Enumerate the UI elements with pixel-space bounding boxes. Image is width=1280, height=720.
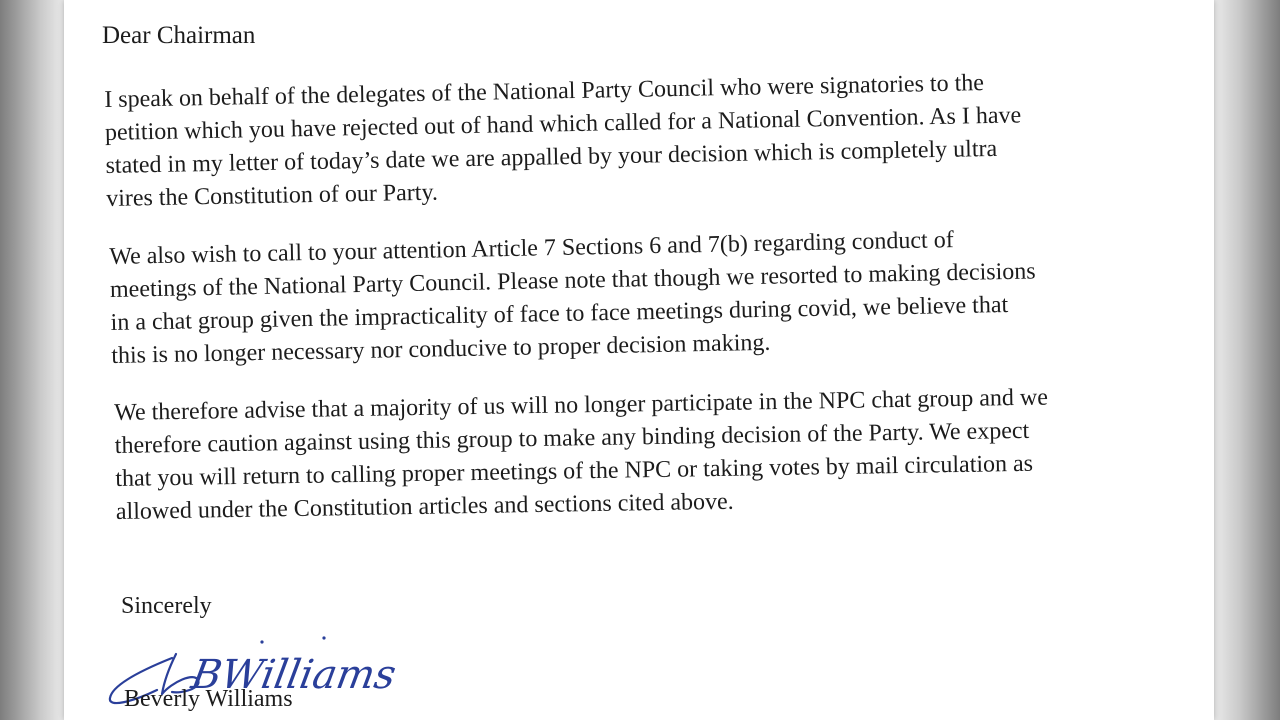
text-line: in a chat group given the impracticality of face to face meetings during covid, we believe that — [110, 291, 1009, 336]
signatory-name: Beverly Williams — [124, 686, 293, 712]
letter-page — [64, 0, 1214, 720]
text-line: petition which you have rejected out of hand which called for a National Convention. As I have — [104, 102, 1022, 146]
text-line: allowed under the Constitution articles and sections cited above. — [115, 488, 734, 525]
signature-scrawl: BWilliams — [188, 651, 400, 698]
text-line: that you will return to calling proper meetings of the NPC or taking votes by mail circulation as — [115, 450, 1034, 492]
text-line: We also wish to call to your attention Article 7 Sections 6 and 7(b) regarding conduct of — [109, 227, 954, 270]
text-line: this is no longer necessary nor conducive to proper decision making. — [111, 329, 771, 369]
text-line: therefore caution against using this group to make any binding decision of the Party. We expect — [114, 417, 1030, 459]
closing: Sincerely — [121, 593, 212, 619]
salutation: Dear Chairman — [102, 22, 256, 49]
text-line: I speak on behalf of the delegates of the National Party Council who were signatories to the — [104, 70, 985, 113]
text-line: stated in my letter of today’s date we are appalled by your decision which is completely ultra — [105, 135, 998, 179]
text-line: vires the Constitution of our Party. — [105, 179, 439, 212]
text-line: We therefore advise that a majority of us will no longer participate in the NPC chat group and we — [114, 384, 1049, 426]
paragraph-1 — [104, 66, 1023, 216]
text-line: meetings of the National Party Council. Please note that though we resorted to making decisions — [109, 258, 1036, 303]
paragraph-2 — [109, 222, 1037, 373]
paragraph-3 — [114, 382, 1050, 529]
